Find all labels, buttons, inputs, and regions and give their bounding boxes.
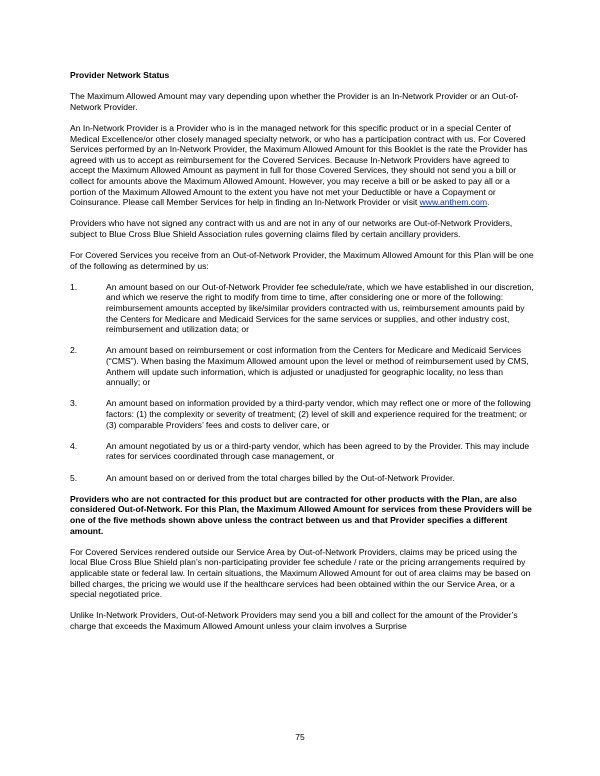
paragraph-contracted-other-products: Providers who are not contracted for this product but are contracted for other products with the Plan, are also considered Out-of-Network. For this Plan, the Maximum Allowed Amount for services from these Providers will be one of the five methods shown above unless the contract between us and that Provider specifies a different amount. (70, 493, 532, 536)
document-page (70, 70, 535, 642)
paragraph-out-of-network-amount-intro: For Covered Services you receive from an Out-of-Network Provider, the Maximum Allowed Amount for this Plan will be one of the following as determined by us: (70, 250, 534, 271)
list-item (70, 282, 535, 335)
list-item-text: An amount based on reimbursement or cost information from the Centers for Medicare and Medicaid Services (“CMS”). When basing the Maximum Allowed amount upon the level or method of reimbursement used by CMS, Anthem will update such information, which is adjusted or unadjusted for geographic locality, no less than annually; or (106, 345, 529, 388)
methods-list (70, 282, 535, 483)
paragraph-in-network-text: An In-Network Provider is a Provider who is in the managed network for this specific product or in a special Center of Medical Excellence/or other closely managed specialty network, or who has a participation contract with us. For Covered Services performed by an In-Network Provider, the Maximum Allowed Amount for this Booklet is the rate the Provider has agreed with us to accept as reimbursement for the Covered Services. Because In-Network Providers have agreed to accept the Maximum Allowed Amount as payment in full for those Covered Services, they should not send you a bill or collect for amounts above the Maximum Allowed Amount. However, you may receive a bill or be asked to pay all or a portion of the Maximum Allowed Amount to the extent you have not met your Deductible or have a Copayment or Coinsurance. Please call Member Services for help in finding an In-Network Provider or visit (70, 122, 528, 208)
list-item-text: An amount based on our Out-of-Network Provider fee schedule/rate, which we have established in our discretion, and which we reserve the right to modify from time to time, after considering one or more of the following: reimbursement amounts accepted by like/similar providers contracted with us, reimbursement amounts paid by the Centers for Medicare and Medicaid Services for the same services or supplies, and other industry cost, reimbursement and utilization data; or (106, 281, 534, 335)
list-item-number: 3. (70, 398, 78, 409)
list-item-text: An amount based on information provided by a third-party vendor, which may reflect one or more of the following factors: (1) the complexity or severity of treatment; (2) level of skill and experience required for the treatment; or (3) comparable Providers’ fees and costs to deliver care, or (106, 398, 531, 430)
list-item (70, 473, 535, 484)
list-item-text: An amount based on or derived from the total charges billed by the Out-of-Network Provider. (106, 472, 455, 483)
paragraph-in-network-definition (70, 123, 535, 208)
list-item-text: An amount negotiated by us or a third-party vendor, which has been agreed to by the Provider. This may include rates for services coordinated through case management, or (106, 440, 530, 462)
section-heading: Provider Network Status (70, 70, 170, 80)
paragraph-out-of-network-definition: Providers who have not signed any contract with us and are not in any of our networks are Out-of-Network Providers, subject to Blue Cross Blue Shield Association rules governing claims filed by certain ancillary providers. (70, 218, 513, 239)
paragraph-balance-billing: Unlike In-Network Providers, Out-of-Network Providers may send you a bill and collect for the amount of the Provider’s charge that exceeds the Maximum Allowed Amount unless your claim involves a Surprise (70, 610, 518, 631)
list-item (70, 345, 535, 387)
paragraph-max-allowed-intro: The Maximum Allowed Amount may vary depending upon whether the Provider is an In-Network Provider or an Out-of-Network Provider. (70, 91, 519, 112)
list-item-number: 2. (70, 345, 78, 356)
page-number: 75 (295, 732, 305, 742)
link-suffix: . (487, 197, 490, 208)
list-item-number: 4. (70, 440, 78, 451)
paragraph-outside-service-area: For Covered Services rendered outside our Service Area by Out-of-Network Providers, claims may be priced using the local Blue Cross Blue Shield plan’s non-participating provider fee schedule / rate or the pricing arrangements required by applicable state or federal law. In certain situations, the Maximum Allowed Amount for out of area claims may be based on billed charges, the pricing we would use if the healthcare services had been obtained within the our Service Area, or a special negotiated price. (70, 546, 531, 600)
list-item (70, 398, 535, 430)
list-item (70, 441, 535, 462)
list-item-number: 1. (70, 281, 78, 292)
list-item-number: 5. (70, 472, 78, 483)
anthem-website-link[interactable]: www.anthem.com (419, 197, 488, 208)
